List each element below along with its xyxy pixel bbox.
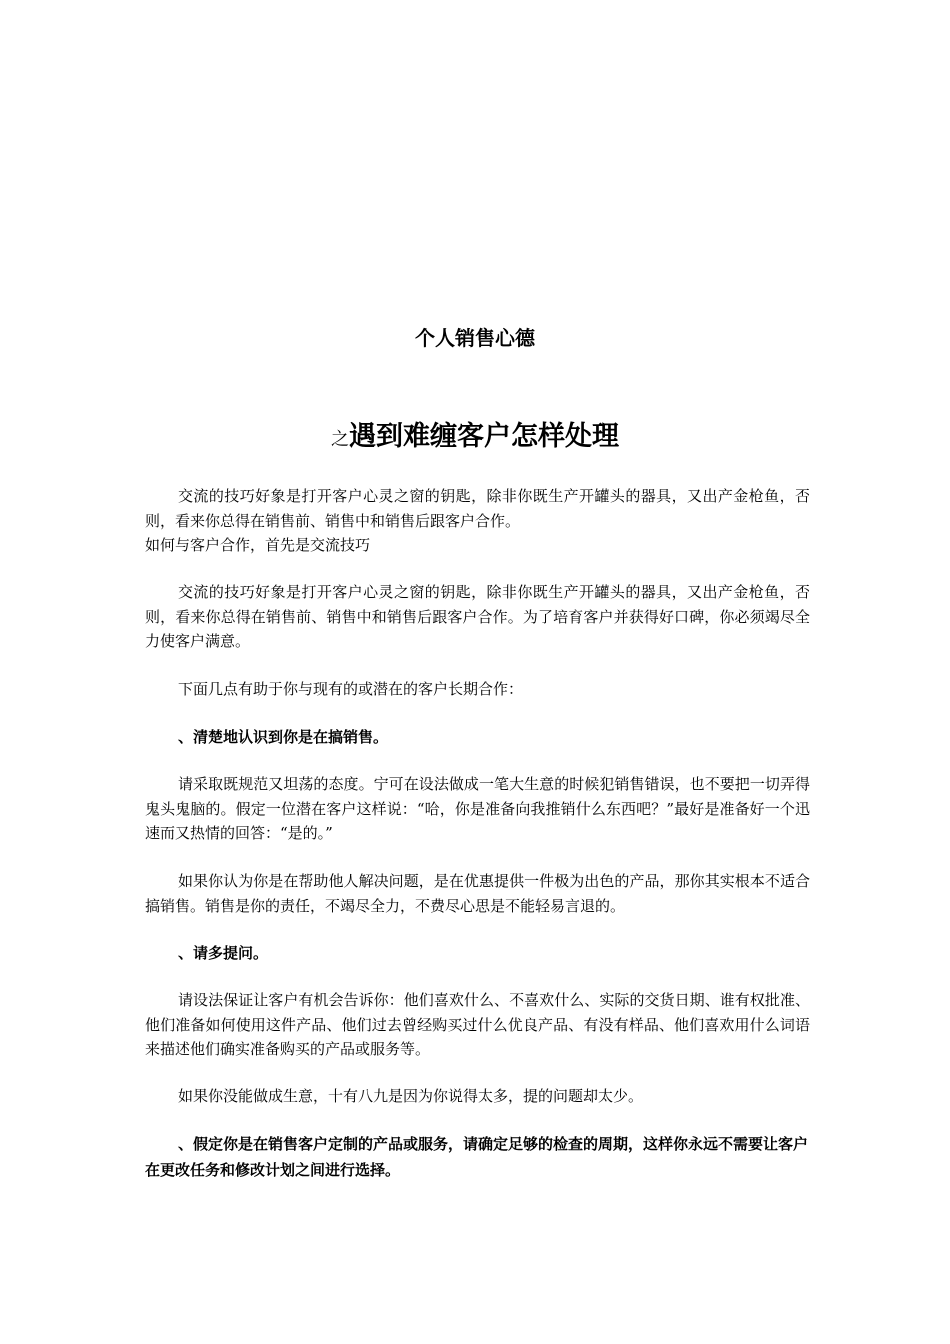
paragraph-text: 交流的技巧好象是打开客户心灵之窗的钥匙，除非你既生产开罐头的器具，又出产金枪鱼，否则，看来你总得在销售前、销售中和销售后跟客户合作。为了培育客户并获得好口碑，你必须竭尽全力使客户满意。	[145, 583, 810, 650]
document-title: 个人销售心德	[415, 326, 535, 350]
paragraph-communication	[145, 580, 810, 654]
section-heading-2	[145, 940, 810, 966]
paragraph-failure	[145, 1084, 810, 1109]
paragraph-attitude	[145, 772, 810, 846]
subtitle-main: 遇到难缠客户怎样处理	[349, 421, 619, 452]
paragraph-questions	[145, 988, 810, 1062]
document-subtitle	[0, 420, 950, 457]
paragraph-intro	[145, 484, 810, 558]
paragraph-responsibility	[145, 869, 810, 918]
paragraph-text: 请设法保证让客户有机会告诉你：他们喜欢什么、不喜欢什么、实际的交货日期、谁有权批准、他们准备如何使用这件产品、他们过去曾经购买过什么优良产品、有没有样品、他们喜欢用什么词语来描述他们确实准备购买的产品或服务等。	[145, 991, 810, 1058]
heading-text: 、清楚地认识到你是在搞销售。	[178, 728, 389, 746]
paragraph-points-intro	[145, 677, 810, 702]
paragraph-text: 如何与客户合作，首先是交流技巧	[145, 536, 371, 554]
paragraph-text: 交流的技巧好象是打开客户心灵之窗的钥匙，除非你既生产开罐头的器具，又出产金枪鱼，否则，看来你总得在销售前、销售中和销售后跟客户合作。	[145, 487, 810, 530]
heading-text: 、请多提问。	[178, 944, 269, 962]
section-heading-3	[145, 1131, 810, 1183]
heading-text: 、假定你是在销售客户定制的产品或服务，请确定足够的检查的周期，这样你永远不需要让客户在更改任务和修改计划之间进行选择。	[145, 1135, 809, 1179]
paragraph-text: 如果你认为你是在帮助他人解决问题，是在优惠提供一件极为出色的产品，那你其实根本不适合搞销售。销售是你的责任，不竭尽全力，不费尽心思是不能轻易言退的。	[145, 872, 810, 915]
section-heading-1	[145, 724, 810, 750]
paragraph-text: 如果你没能做成生意，十有八九是因为你说得太多，提的问题却太少。	[178, 1087, 644, 1105]
subtitle-prefix: 之	[331, 429, 349, 450]
paragraph-text: 请采取既规范又坦荡的态度。宁可在设法做成一笔大生意的时候犯销售错误，也不要把一切弄得鬼头鬼脑的。假定一位潜在客户这样说：“哈，你是准备向我推销什么东西吧？”最好是准备好一个迅速而又热情的回答：“是的。”	[145, 775, 810, 842]
paragraph-text: 下面几点有助于你与现有的或潜在的客户长期合作：	[178, 680, 524, 698]
